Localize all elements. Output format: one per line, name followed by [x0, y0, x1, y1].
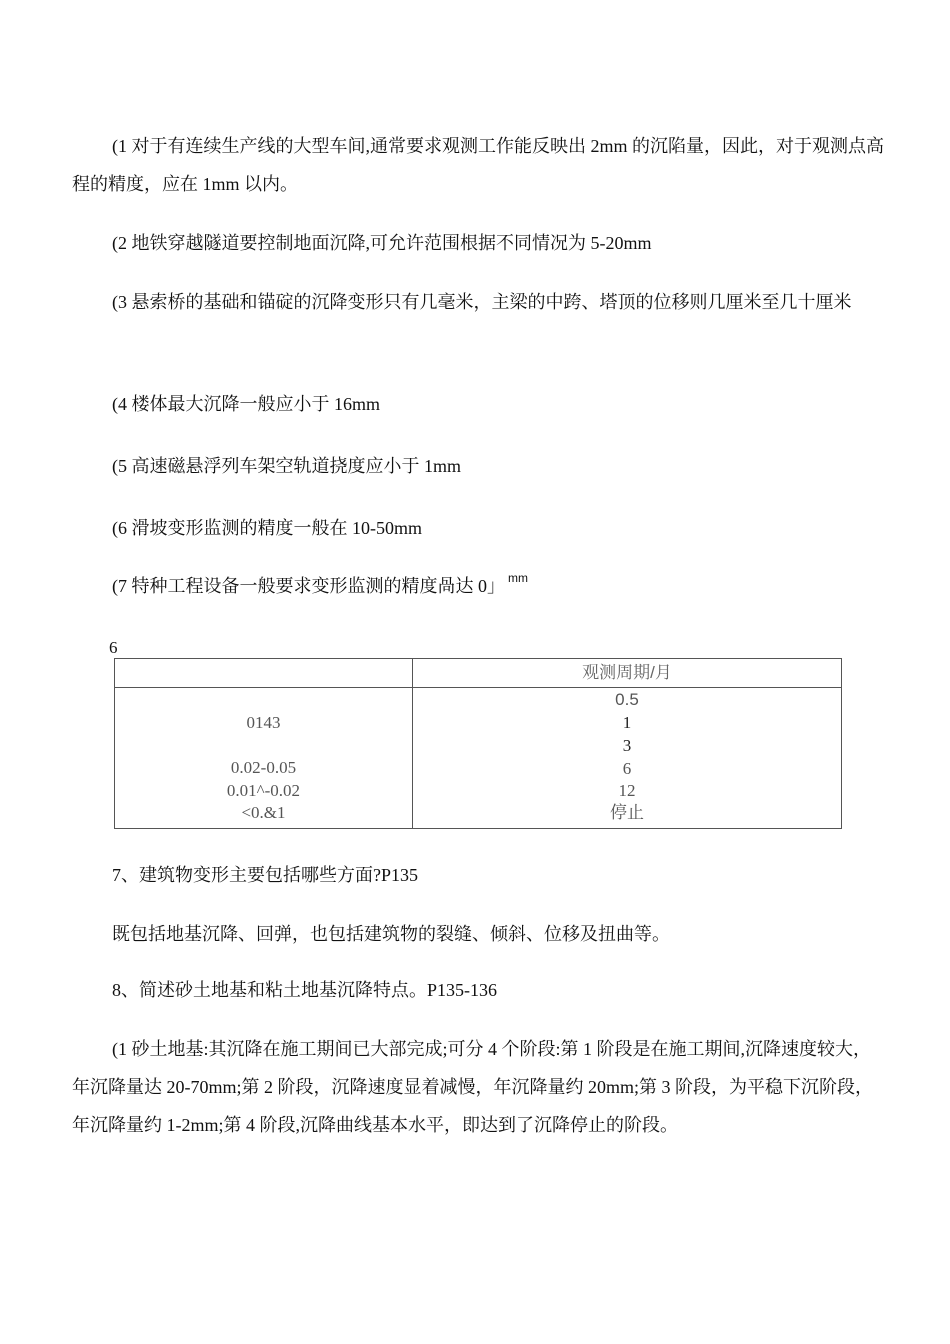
- answer-8: (1 砂土地基:其沉降在施工期间已大部完成;可分 4 个阶段:第 1 阶段是在施工期间,沉降速度较大，年沉降量达 20-70mm;第 2 阶段，沉降速度显着减慢，年沉降量约 20mm;第 3 阶段，为平稳下沉阶段，年沉降量约 1-2mm;第 4 阶段,沉降曲线基本水平，即达到了沉降停止的阶段。: [72, 1039, 873, 1135]
- table-right-value: 0.5: [615, 690, 639, 709]
- table-label: 6: [109, 638, 118, 657]
- table-right-value: 3: [622, 736, 632, 755]
- paragraph-3: (3 悬索桥的基础和锚碇的沉降变形只有几毫米，主梁的中跨、塔顶的位移则几厘米至几十厘米: [112, 292, 852, 312]
- answer-7: 既包括地基沉降、回弹，也包括建筑物的裂缝、倾斜、位移及扭曲等。: [112, 924, 670, 944]
- table-right-value: 停止: [610, 803, 644, 822]
- table-header-period: 观测周期/月: [582, 663, 672, 682]
- paragraph-4: (4 楼体最大沉降一般应小于 16mm: [112, 394, 380, 414]
- table-right-value: 1: [622, 713, 632, 732]
- paragraph-7: [72, 567, 884, 607]
- observation-period-table: [114, 658, 842, 829]
- paragraph-1: (1 对于有连续生产线的大型车间,通常要求观测工作能反映出 2mm 的沉陷量，因此，对于观测点高程的精度，应在 1mm 以内。: [72, 136, 884, 194]
- table-right-value: 12: [618, 781, 636, 800]
- question-7: 7、建筑物变形主要包括哪些方面?P135: [112, 865, 418, 885]
- table-left-value: 0.02-0.05: [230, 758, 297, 777]
- table-right-value: 6: [622, 759, 632, 778]
- table-left-value: <0.&1: [241, 803, 286, 822]
- paragraph-5: (5 高速磁悬浮列车架空轨道挠度应小于 1mm: [112, 456, 461, 476]
- table-left-value: 0143: [246, 713, 281, 732]
- table-left-value: 0.01^-0.02: [226, 781, 301, 800]
- paragraph-6: (6 滑坡变形监测的精度一般在 10-50mm: [112, 518, 422, 538]
- paragraph-7-superscript: mm: [508, 571, 528, 585]
- question-8: 8、简述砂土地基和粘土地基沉降特点。P135-136: [112, 980, 498, 1000]
- paragraph-7-text: (7 特种工程设备一般要求变形监测的精度咼达 0」: [112, 576, 505, 596]
- paragraph-2: (2 地铁穿越隧道要控制地面沉降,可允许范围根据不同情况为 5-20mm: [112, 233, 652, 253]
